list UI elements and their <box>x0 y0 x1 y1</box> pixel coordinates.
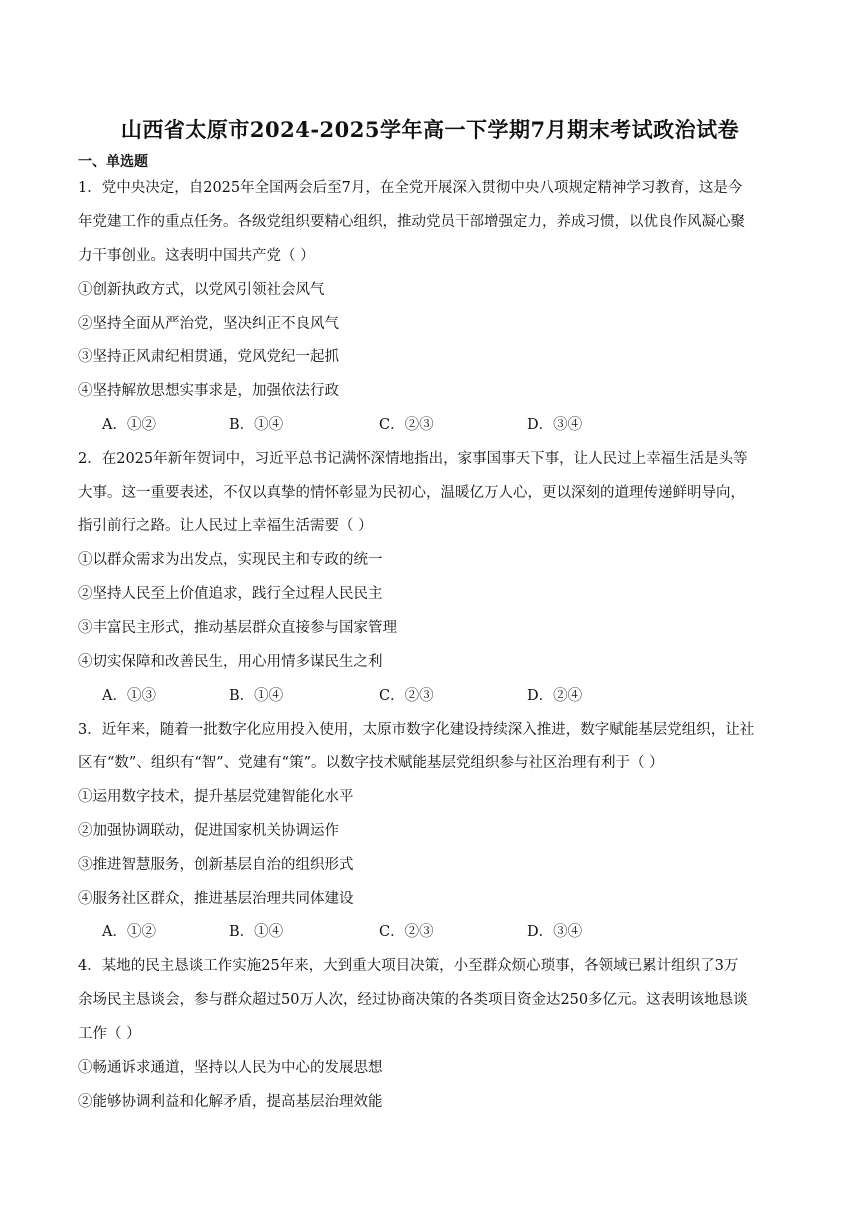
question-4-stem-line-2: 余场民主恳谈会，参与群众超过50万人次，经过协商决策的各类项目资金达250多亿元。这表明该地恳谈 <box>78 992 748 1008</box>
question-3-statement-1: ①运用数字技术，提升基层党建智能化水平 <box>78 789 354 805</box>
page-title: 山西省太原市2024-2025学年高一下学期7月期末考试政治试卷 <box>120 117 740 142</box>
question-1-statement-4: ④坚持解放思想实事求是，加强依法行政 <box>78 383 339 399</box>
question-3-stem-line-1: 3．近年来，随着一批数字化应用投入使用，太原市数字化建设持续深入推进，数字赋能基层党组织，让社 <box>78 722 755 738</box>
question-3-option-c: C．②③ <box>379 924 434 940</box>
question-1-statement-3: ③坚持正风肃纪相贯通，党风党纪一起抓 <box>78 349 339 365</box>
question-1-option-d: D．③④ <box>527 417 583 433</box>
question-3-option-a: A．①② <box>102 924 156 940</box>
section-heading: 一、单选题 <box>78 154 148 170</box>
question-2-statement-2: ②坚持人民至上价值追求，践行全过程人民民主 <box>78 586 383 602</box>
question-1-stem-line-2: 年党建工作的重点任务。各级党组织要精心组织，推动党员干部增强定力，养成习惯，以优良作风凝心聚 <box>78 214 745 230</box>
question-2-option-c: C．②③ <box>379 688 434 704</box>
question-2-option-a: A．①③ <box>102 688 156 704</box>
question-2-option-b: B．①④ <box>229 688 284 704</box>
question-4-stem-line-1: 4．某地的民主恳谈工作实施25年来，大到重大项目决策，小至群众烦心琐事，各领域已累计组织了3万 <box>78 958 739 974</box>
question-2-stem-line-2: 大事。这一重要表述，不仅以真挚的情怀彰显为民初心，温暖亿万人心，更以深刻的道理传递鲜明导向， <box>78 485 745 501</box>
question-1-option-c: C．②③ <box>379 417 434 433</box>
question-4-statement-1: ①畅通诉求通道，坚持以人民为中心的发展思想 <box>78 1060 383 1076</box>
question-1-option-a: A．①② <box>102 417 156 433</box>
question-1-option-b: B．①④ <box>229 417 284 433</box>
question-1-stem-line-1: 1．党中央决定，自2025年全国两会后至7月，在全党开展深入贯彻中央八项规定精神学习教育，这是今 <box>78 180 743 196</box>
question-3-statement-3: ③推进智慧服务，创新基层自治的组织形式 <box>78 857 354 873</box>
question-2-option-d: D．②④ <box>527 688 583 704</box>
question-2-statement-1: ①以群众需求为出发点，实现民主和专政的统一 <box>78 552 383 568</box>
question-2-stem-line-3: 指引前行之路。让人民过上幸福生活需要（ ） <box>78 518 373 534</box>
question-3-stem-line-2: 区有“数”、组织有“智”、党建有“策”。以数字技术赋能基层党组织参与社区治理有利于（ ） <box>78 755 664 771</box>
question-3-option-b: B．①④ <box>229 924 284 940</box>
question-2-stem-line-1: 2．在2025年新年贺词中，习近平总书记满怀深情地指出，家事国事天下事，让人民过上幸福生活是头等 <box>78 451 748 467</box>
question-1-statement-1: ①创新执政方式，以党风引领社会风气 <box>78 282 325 298</box>
question-4-stem-line-3: 工作（ ） <box>78 1026 141 1042</box>
question-4-statement-2: ②能够协调利益和化解矛盾，提高基层治理效能 <box>78 1094 383 1110</box>
question-3-statement-2: ②加强协调联动，促进国家机关协调运作 <box>78 823 339 839</box>
question-3-statement-4: ④服务社区群众，推进基层治理共同体建设 <box>78 891 354 907</box>
question-2-statement-3: ③丰富民主形式，推动基层群众直接参与国家管理 <box>78 620 397 636</box>
question-1-stem-line-3: 力干事创业。这表明中国共产党（ ） <box>78 248 315 264</box>
question-2-statement-4: ④切实保障和改善民生，用心用情多谋民生之利 <box>78 654 383 670</box>
question-1-statement-2: ②坚持全面从严治党，坚决纠正不良风气 <box>78 316 339 332</box>
question-3-option-d: D．③④ <box>527 924 583 940</box>
